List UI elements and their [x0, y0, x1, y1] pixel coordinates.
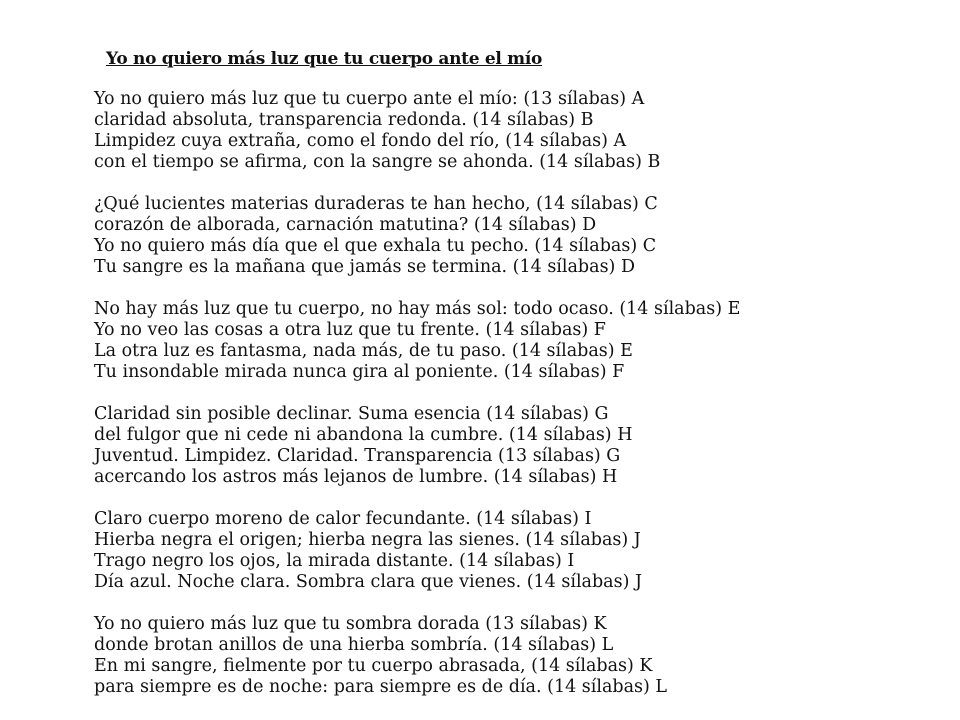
- verse-line: Día azul. Noche clara. Sombra clara que vienes. (14 sílabas) J: [94, 572, 642, 592]
- verse-line: para siempre es de noche: para siempre es de día. (14 sílabas) L: [94, 677, 668, 697]
- stanza-5: [94, 509, 934, 593]
- verse-line: Trago negro los ojos, la mirada distante. (14 sílabas) I: [94, 551, 575, 571]
- verse-line: donde brotan anillos de una hierba sombría. (14 sílabas) L: [94, 635, 614, 655]
- verse-line: Yo no quiero más luz que tu cuerpo ante el mío: (13 sílabas) A: [94, 89, 645, 109]
- verse-line: ¿Qué lucientes materias duraderas te han hecho, (14 sílabas) C: [94, 194, 658, 214]
- verse-line: con el tiempo se afirma, con la sangre se ahonda. (14 sílabas) B: [94, 152, 661, 172]
- verse-line: claridad absoluta, transparencia redonda. (14 sílabas) B: [94, 110, 594, 130]
- verse-line: Yo no quiero más luz que tu sombra dorada (13 sílabas) K: [94, 614, 607, 634]
- poem-title: Yo no quiero más luz que tu cuerpo ante el mío: [106, 49, 543, 69]
- verse-line: Juventud. Limpidez. Claridad. Transparencia (13 sílabas) G: [94, 446, 621, 466]
- verse-line: Tu insondable mirada nunca gira al poniente. (14 sílabas) F: [94, 362, 625, 382]
- verse-line: No hay más luz que tu cuerpo, no hay más sol: todo ocaso. (14 sílabas) E: [94, 299, 741, 319]
- verse-line: corazón de alborada, carnación matutina? (14 sílabas) D: [94, 215, 597, 235]
- verse-line: La otra luz es fantasma, nada más, de tu paso. (14 sílabas) E: [94, 341, 633, 361]
- verse-line: acercando los astros más lejanos de lumbre. (14 sílabas) H: [94, 467, 618, 487]
- verse-line: Hierba negra el origen; hierba negra las sienes. (14 sílabas) J: [94, 530, 641, 550]
- poem-body: [94, 89, 934, 719]
- stanza-4: [94, 404, 934, 488]
- stanza-2: [94, 194, 934, 278]
- verse-line: Claridad sin posible declinar. Suma esencia (14 sílabas) G: [94, 404, 609, 424]
- verse-line: Claro cuerpo moreno de calor fecundante. (14 sílabas) I: [94, 509, 592, 529]
- stanza-6: [94, 614, 934, 698]
- verse-line: Yo no veo las cosas a otra luz que tu frente. (14 sílabas) F: [94, 320, 606, 340]
- verse-line: En mi sangre, fielmente por tu cuerpo abrasada, (14 sílabas) K: [94, 656, 653, 676]
- verse-line: Yo no quiero más día que el que exhala tu pecho. (14 sílabas) C: [94, 236, 657, 256]
- stanza-1: [94, 89, 934, 173]
- verse-line: del fulgor que ni cede ni abandona la cumbre. (14 sílabas) H: [94, 425, 633, 445]
- verse-line: Limpidez cuya extraña, como el fondo del río, (14 sílabas) A: [94, 131, 627, 151]
- stanza-3: [94, 299, 934, 383]
- verse-line: Tu sangre es la mañana que jamás se termina. (14 sílabas) D: [94, 257, 635, 277]
